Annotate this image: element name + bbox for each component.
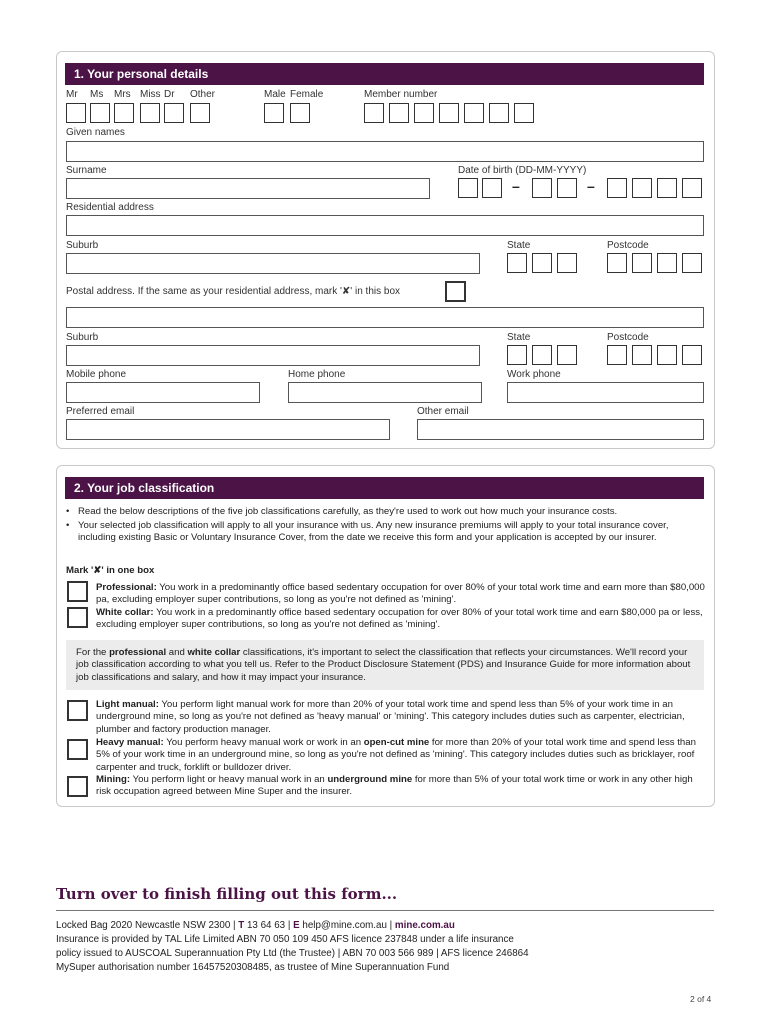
dob-day-digit[interactable] (458, 178, 478, 198)
section1-heading: 1. Your personal details (65, 63, 704, 85)
turn-over-heading: Turn over to finish filling out this form... (56, 885, 398, 903)
gender-male-label: Male (264, 89, 286, 100)
white-collar-title: White collar: (96, 607, 154, 618)
gender-female-label: Female (290, 89, 324, 100)
given-names-label: Given names (66, 127, 125, 138)
postal-postcode-digit[interactable] (607, 345, 627, 365)
member-number-digit[interactable] (389, 103, 409, 123)
title-dr-checkbox[interactable] (164, 103, 184, 123)
title-mrs-checkbox[interactable] (114, 103, 134, 123)
work-phone-label: Work phone (507, 369, 561, 380)
mark-one-box-label: Mark '✘' in one box (66, 565, 155, 576)
home-phone-label: Home phone (288, 369, 346, 380)
member-number-digit[interactable] (364, 103, 384, 123)
member-number-label: Member number (364, 89, 438, 100)
dob-year-digit[interactable] (657, 178, 677, 198)
title-miss-label: Miss (140, 89, 161, 100)
preferred-email-field[interactable] (66, 419, 390, 440)
postcode-digit[interactable] (682, 253, 702, 273)
gender-male-checkbox[interactable] (264, 103, 284, 123)
classification-note (76, 647, 700, 684)
postal-state-char[interactable] (557, 345, 577, 365)
member-number-digit[interactable] (464, 103, 484, 123)
dob-day-digit[interactable] (482, 178, 502, 198)
footer-divider (56, 910, 714, 911)
heavy-manual-title: Heavy manual: (96, 737, 164, 748)
professional-text: You work in a predominantly office based sedentary occupation for over 80% of your total work time and earn more than $80,000 pa, excluding employer super contributions, so long as you're not defined as 'mining'. (96, 582, 705, 606)
footer-insurance-line: Insurance is provided by TAL Life Limited ABN 70 050 109 450 AFS licence 237848 under a life insurance (56, 934, 514, 945)
member-number-digit[interactable] (514, 103, 534, 123)
title-other-label: Other (190, 89, 216, 100)
suburb-label: Suburb (66, 240, 99, 251)
mobile-phone-label: Mobile phone (66, 369, 127, 380)
mining-title: Mining: (96, 774, 131, 785)
light-manual-description (96, 699, 706, 736)
postal-suburb-field[interactable] (66, 345, 480, 366)
footer-email: help@mine.com.au | (299, 920, 395, 931)
bullet-text: Read the below descriptions of the five job classifications carefully, as they're used to work out how much your insurance costs. (78, 506, 618, 517)
mining-text: You perform light or heavy manual work in an (132, 774, 328, 785)
footer-contact-line (56, 920, 455, 931)
title-other-checkbox[interactable] (190, 103, 210, 123)
state-char[interactable] (532, 253, 552, 273)
residential-address-label: Residential address (66, 202, 154, 213)
mining-description (96, 774, 706, 799)
white-collar-description (96, 607, 706, 632)
title-mrs-label: Mrs (114, 89, 131, 100)
home-phone-field[interactable] (288, 382, 482, 403)
dob-year-digit[interactable] (607, 178, 627, 198)
bullet-item: • (66, 520, 70, 531)
footer-t-label: T (238, 920, 245, 931)
professional-checkbox[interactable] (67, 581, 88, 602)
surname-label: Surname (66, 165, 107, 176)
section2-heading: 2. Your job classification (65, 477, 704, 499)
note-bold-white-collar: white collar (187, 647, 241, 658)
light-manual-checkbox[interactable] (67, 700, 88, 721)
mobile-phone-field[interactable] (66, 382, 260, 403)
dob-separator: – (587, 178, 595, 194)
dob-month-digit[interactable] (532, 178, 552, 198)
footer-mysuper-line: MySuper authorisation number 16457520308485, as trustee of Mine Superannuation Fund (56, 962, 450, 973)
title-mr-checkbox[interactable] (66, 103, 86, 123)
dob-year-digit[interactable] (632, 178, 652, 198)
heavy-manual-text: for more than 20% of your total work time and spend less than 5% of your work time in an underground mine, so long as you're not defined as 'mining'. This category includes duties such as bricklayer, roof carpenter and truck, forklift or bulldozer driver. (96, 737, 696, 773)
light-manual-text: You perform light manual work for more than 20% of your total work time and spend less than 5% of your work time in an underground mine, so long as you're not defined as 'heavy manual' or 'mining'. This category includes duties such as carpenter, electrician, plumber and factory production manager. (96, 699, 685, 735)
footer-e-label: E (293, 920, 300, 931)
white-collar-text: You work in a predominantly office based sedentary occupation for over 80% of your total work time and earn $80,000 pa or less, excluding employer super contributions, so long as you're not defined as 'mining'. (96, 607, 703, 631)
postal-address-label: Postal address. If the same as your residential address, mark '✘' in this box (66, 286, 401, 297)
dob-separator: – (512, 178, 520, 194)
bullet-text: Your selected job classification will apply to all your insurance with us. Any new insurance premiums will apply to your total insurance cover, including existing Basic or Voluntary Insurance Cover, from the date we receive this form and your application is accepted by our insurer. (78, 520, 669, 544)
heavy-manual-text: You perform heavy manual work or work in an (166, 737, 364, 748)
member-number-digit[interactable] (414, 103, 434, 123)
title-ms-checkbox[interactable] (90, 103, 110, 123)
surname-field[interactable] (66, 178, 430, 199)
postal-address-field[interactable] (66, 307, 704, 328)
bullet-item: • (66, 506, 70, 517)
postcode-digit[interactable] (657, 253, 677, 273)
footer-phone: 13 64 63 | (244, 920, 294, 931)
heavy-manual-checkbox[interactable] (67, 739, 88, 760)
postcode-label: Postcode (607, 240, 649, 251)
other-email-field[interactable] (417, 419, 704, 440)
footer-address: Locked Bag 2020 Newcastle NSW 2300 | (56, 920, 239, 931)
residential-address-field[interactable] (66, 215, 704, 236)
postal-same-checkbox[interactable] (445, 281, 466, 302)
state-char[interactable] (507, 253, 527, 273)
work-phone-field[interactable] (507, 382, 704, 403)
postal-state-char[interactable] (532, 345, 552, 365)
mining-bold: underground mine (327, 774, 413, 785)
postcode-digit[interactable] (607, 253, 627, 273)
postal-state-label: State (507, 332, 531, 343)
gender-female-checkbox[interactable] (290, 103, 310, 123)
dob-label: Date of birth (DD-MM-YYYY) (458, 165, 587, 176)
page-number: 2 of 4 (690, 994, 712, 1004)
professional-description (96, 582, 706, 607)
light-manual-title: Light manual: (96, 699, 159, 710)
postal-state-char[interactable] (507, 345, 527, 365)
title-mr-label: Mr (66, 89, 78, 100)
professional-title: Professional: (96, 582, 157, 593)
suburb-field[interactable] (66, 253, 480, 274)
member-number-digit[interactable] (439, 103, 459, 123)
mining-text: for more than 5% of your total work time or work in any other high risk occupation agreed between Mine Super and the insurer. (96, 774, 693, 798)
note-text: For the (76, 647, 110, 658)
note-text: classifications, it's important to select the classification that reflects your circumstances. We'll record your job classification according to what you tell us. Refer to the Product Disclosure Statement (PDS) and Insurance Guide for more information about job classifications and salary, and how it may impact your insurance. (76, 647, 691, 683)
postal-postcode-digit[interactable] (682, 345, 702, 365)
title-dr-label: Dr (164, 89, 175, 100)
heavy-manual-description (96, 737, 706, 774)
title-miss-checkbox[interactable] (140, 103, 160, 123)
postal-postcode-label: Postcode (607, 332, 649, 343)
state-label: State (507, 240, 531, 251)
dob-month-digit[interactable] (557, 178, 577, 198)
postal-postcode-digit[interactable] (657, 345, 677, 365)
mining-checkbox[interactable] (67, 776, 88, 797)
white-collar-checkbox[interactable] (67, 607, 88, 628)
footer-website-link[interactable]: mine.com.au (394, 920, 455, 931)
postal-suburb-label: Suburb (66, 332, 99, 343)
state-char[interactable] (557, 253, 577, 273)
note-bold-professional: professional (109, 647, 167, 658)
footer-trustee-line: policy issued to AUSCOAL Superannuation Pty Ltd (the Trustee) | ABN 70 003 566 989 | AFS licence 246864 (56, 948, 529, 959)
title-ms-label: Ms (90, 89, 104, 100)
postcode-digit[interactable] (632, 253, 652, 273)
other-email-label: Other email (417, 406, 469, 417)
heavy-manual-bold: open-cut mine (363, 737, 430, 748)
preferred-email-label: Preferred email (66, 406, 135, 417)
given-names-field[interactable] (66, 141, 704, 162)
note-text: and (166, 647, 188, 658)
dob-year-digit[interactable] (682, 178, 702, 198)
postal-postcode-digit[interactable] (632, 345, 652, 365)
member-number-digit[interactable] (489, 103, 509, 123)
